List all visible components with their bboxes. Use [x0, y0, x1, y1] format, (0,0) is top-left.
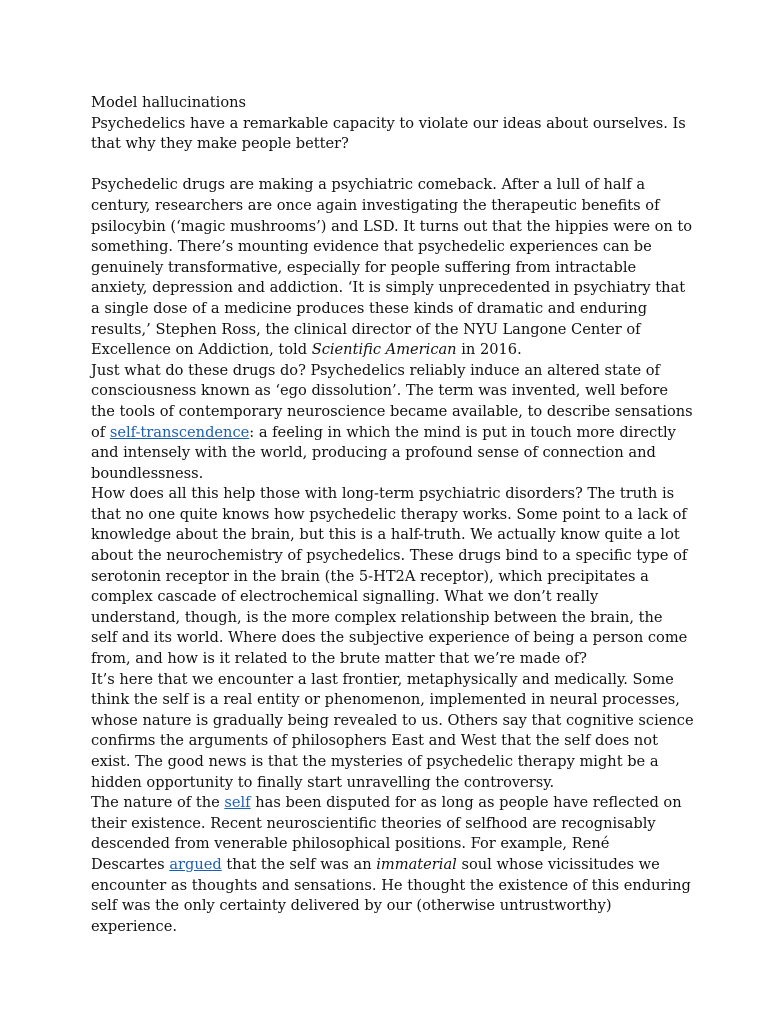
paragraph-line: that no one quite knows how psychedelic therapy works. Some point to a lack of	[91, 505, 687, 523]
paragraph-line: boundlessness.	[91, 464, 204, 482]
paragraph-line: serotonin receptor in the brain (the 5-HT2A receptor), which precipitates a	[91, 567, 649, 585]
paragraph-line: and intensely with the world, producing a profound sense of connection and	[91, 444, 656, 462]
paragraph-line	[91, 855, 691, 876]
paragraph-line: encounter as thoughts and sensations. He thought the existence of this enduring	[91, 876, 691, 894]
paragraph-line: whose nature is gradually being revealed to us. Others say that cognitive science	[91, 711, 694, 729]
text-run: Descartes	[91, 855, 170, 873]
paragraph-line: understand, though, is the more complex relationship between the brain, the	[91, 608, 663, 626]
subtitle-line: that why they make people better?	[91, 135, 349, 153]
paragraph-line: consciousness known as ‘ego dissolution’. The term was invented, well before	[91, 382, 668, 400]
paragraph-line: exist. The good news is that the mysteries of psychedelic therapy might be a	[91, 753, 659, 770]
paragraph-line: from, and how is it related to the brute matter that we’re made of?	[91, 650, 587, 668]
argued-link[interactable]: argued	[169, 855, 222, 873]
paragraph-line	[91, 793, 691, 814]
text-run: soul whose vicissitudes we	[456, 855, 660, 873]
paragraph-line: confirms the arguments of philosophers East and West that the self does not	[91, 732, 658, 750]
paragraph-line: the tools of contemporary neuroscience became available, to describe sensations	[91, 402, 693, 420]
paragraph-line: century, researchers are once again investigating the therapeutic benefits of	[91, 196, 660, 214]
paragraph-line: self and its world. Where does the subjective experience of being a person come	[91, 629, 688, 647]
article-title: Model hallucinations	[91, 94, 246, 111]
paragraph-line: Just what do these drugs do? Psychedelics reliably induce an altered state of	[91, 361, 660, 379]
text-run: The nature of the	[91, 794, 225, 812]
text-run: of	[91, 423, 110, 441]
paragraph-line: about the neurochemistry of psychedelics. These drugs bind to a specific type of	[91, 547, 688, 565]
text-run: in 2016.	[456, 341, 522, 359]
paragraph-line: descended from venerable philosophical positions. For example, René	[91, 835, 610, 853]
text-run: has been disputed for as long as people have reflected on	[250, 794, 682, 812]
document-body	[91, 93, 694, 937]
paragraph-line: It’s here that we encounter a last frontier, metaphysically and medically. Some	[91, 670, 674, 688]
self-transcendence-link[interactable]: self-transcendence	[109, 423, 250, 441]
publication-name: Scientific American	[311, 341, 457, 359]
paragraph-line: something. There’s mounting evidence that psychedelic experiences can be	[91, 238, 652, 256]
paragraph-line: Psychedelic drugs are making a psychiatric comeback. After a lull of half a	[91, 176, 646, 194]
blank-line	[91, 155, 691, 176]
paragraph-line	[91, 340, 691, 361]
paragraph-line: psilocybin (‘magic mushrooms’) and LSD. It turns out that the hippies were on to	[91, 217, 693, 235]
paragraph-line	[91, 423, 691, 444]
paragraph-line: a single dose of a medicine produces these kinds of dramatic and enduring	[91, 299, 648, 317]
text-run: : a feeling in which the mind is put in touch more directly	[249, 423, 676, 441]
paragraph-line: genuinely transformative, especially for people suffering from intractable	[91, 258, 637, 276]
paragraph-line: self was the only certainty delivered by our (otherwise untrustworthy)	[91, 897, 612, 915]
paragraph-line: results,’ Stephen Ross, the clinical director of the NYU Langone Center of	[91, 320, 641, 338]
emphasis-text: immaterial	[376, 855, 457, 873]
text-run: that the self was an	[221, 855, 377, 873]
paragraph-line: think the self is a real entity or phenomenon, implemented in neural processes,	[91, 691, 680, 709]
paragraph-line: hidden opportunity to finally start unravelling the controversy.	[91, 773, 555, 791]
paragraph-line: complex cascade of electrochemical signalling. What we don’t really	[91, 588, 599, 606]
text-run: Excellence on Addiction, told	[91, 341, 312, 359]
paragraph-line: anxiety, depression and addiction. ‘It is simply unprecedented in psychiatry that	[91, 279, 686, 297]
paragraph-line: their existence. Recent neuroscientific theories of selfhood are recognisably	[91, 814, 656, 832]
paragraph-line: How does all this help those with long-term psychiatric disorders? The truth is	[91, 485, 675, 503]
paragraph-line: knowledge about the brain, but this is a half-truth. We actually know quite a lot	[91, 526, 680, 544]
paragraph-line: experience.	[91, 917, 177, 935]
self-link[interactable]: self	[224, 794, 251, 812]
subtitle-line: Psychedelics have a remarkable capacity to violate our ideas about ourselves. Is	[91, 114, 686, 132]
